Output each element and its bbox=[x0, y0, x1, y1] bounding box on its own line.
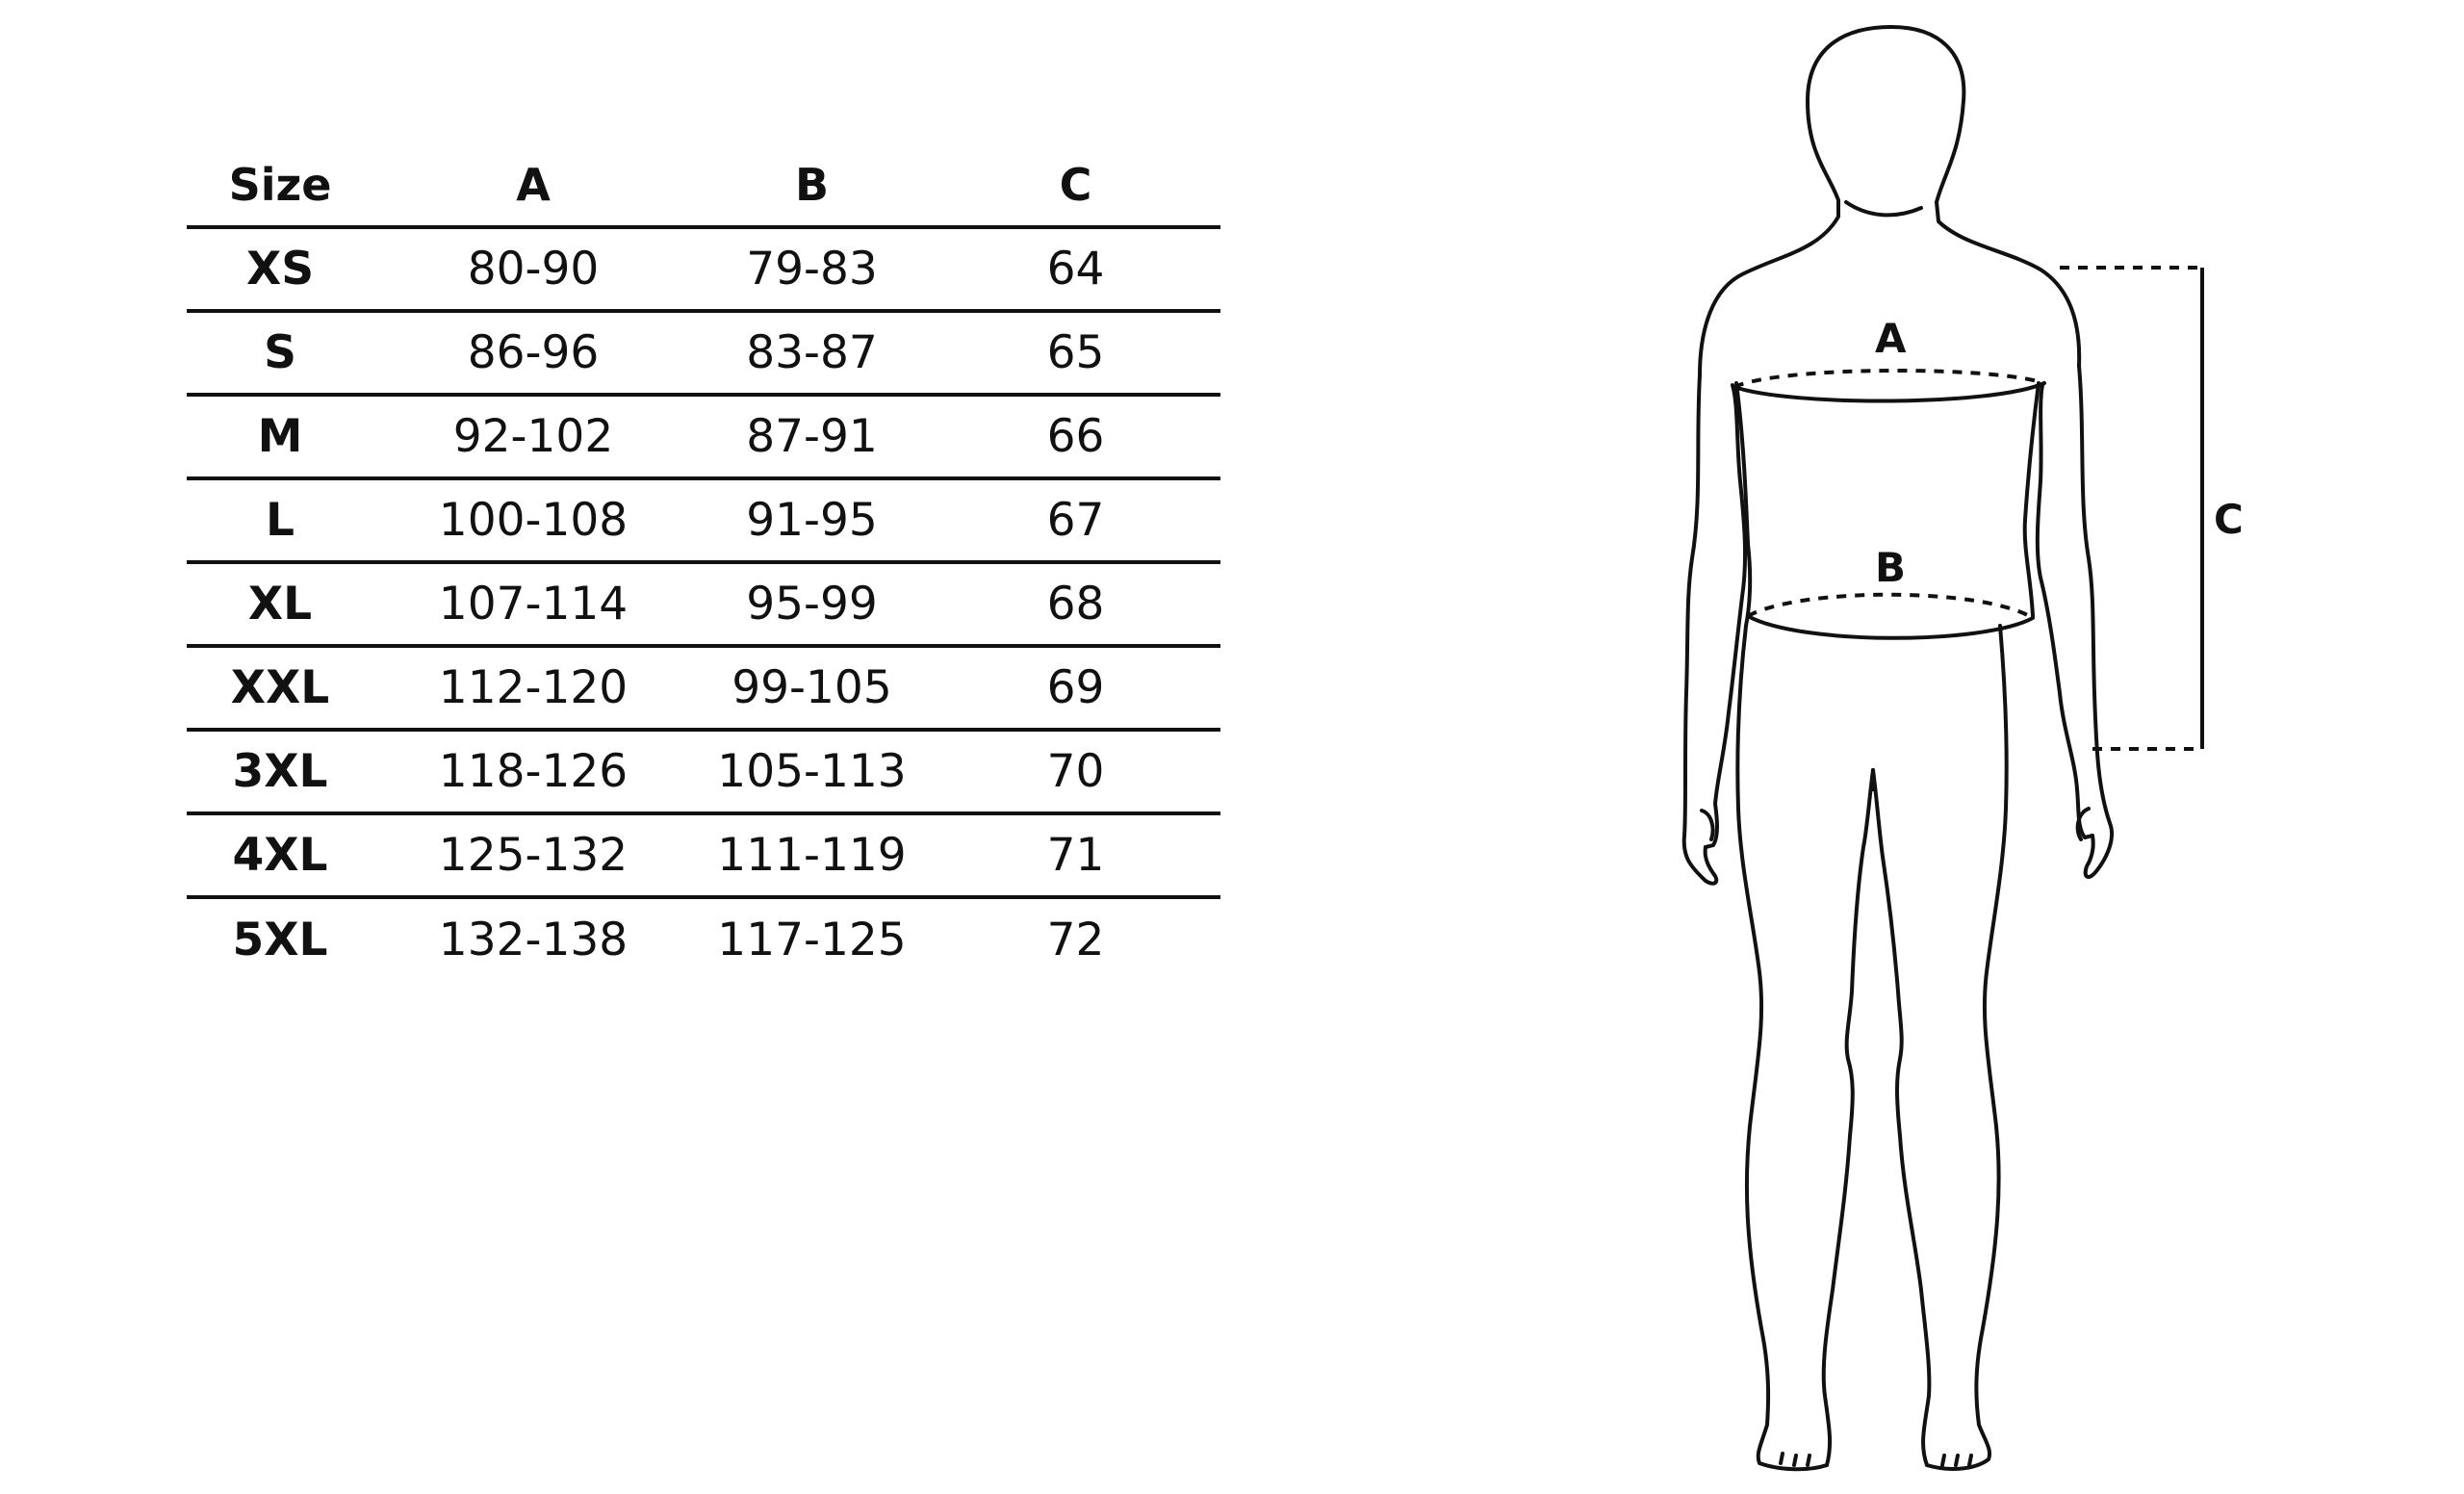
table-row bbox=[187, 813, 1220, 897]
c-cell: 71 bbox=[931, 813, 1220, 897]
size-cell: XL bbox=[187, 562, 373, 646]
size-cell: XS bbox=[187, 227, 373, 311]
right-arm-inner bbox=[2038, 385, 2092, 837]
head-outline bbox=[1808, 27, 1964, 202]
table-row bbox=[187, 897, 1220, 981]
waist-measure-back bbox=[1748, 595, 2033, 618]
right-toes bbox=[1942, 1455, 1971, 1465]
table-row bbox=[187, 311, 1220, 395]
table-row bbox=[187, 562, 1220, 646]
header-a: A bbox=[373, 144, 693, 227]
right-neck-shoulder bbox=[1937, 202, 2079, 366]
b-cell: 99-105 bbox=[693, 646, 931, 730]
right-leg-inner bbox=[1873, 770, 1929, 1465]
c-cell: 70 bbox=[931, 730, 1220, 813]
c-cell: 64 bbox=[931, 227, 1220, 311]
size-cell: 3XL bbox=[187, 730, 373, 813]
body-measurement-figure bbox=[1636, 19, 2329, 1482]
header-size: Size bbox=[187, 144, 373, 227]
header-b: B bbox=[693, 144, 931, 227]
size-chart-table bbox=[187, 144, 1220, 981]
label-c: C bbox=[2214, 496, 2244, 543]
b-cell: 117-125 bbox=[717, 914, 907, 966]
c-cell: 69 bbox=[931, 646, 1220, 730]
chest-measure-front bbox=[1734, 383, 2044, 401]
size-cell: L bbox=[187, 478, 373, 562]
torso-right-side bbox=[2025, 383, 2039, 616]
left-neck-shoulder bbox=[1700, 200, 1838, 375]
c-cell: 65 bbox=[931, 311, 1220, 395]
table-row bbox=[187, 395, 1220, 478]
waist-measure-front bbox=[1748, 616, 2033, 638]
c-cell: 66 bbox=[931, 395, 1220, 478]
table-row bbox=[187, 227, 1220, 311]
right-leg-outer bbox=[1927, 626, 2007, 1469]
label-a: A bbox=[1875, 315, 1907, 362]
right-arm-outer bbox=[2079, 366, 2112, 877]
a-cell: 107-114 bbox=[373, 562, 693, 646]
a-cell: 112-120 bbox=[373, 646, 693, 730]
left-leg-inner bbox=[1824, 770, 1873, 1465]
table-header-row bbox=[187, 144, 1220, 227]
table-row bbox=[187, 478, 1220, 562]
label-b: B bbox=[1875, 544, 1907, 591]
c-cell: 68 bbox=[931, 562, 1220, 646]
chin-outline bbox=[1846, 202, 1921, 215]
c-cell: 72 bbox=[1046, 914, 1105, 966]
size-cell: XXL bbox=[187, 646, 373, 730]
c-cell: 67 bbox=[931, 478, 1220, 562]
b-cell: 79-83 bbox=[693, 227, 931, 311]
size-cell: S bbox=[187, 311, 373, 395]
chest-measure-back bbox=[1734, 371, 2044, 387]
left-toes bbox=[1781, 1454, 1810, 1465]
a-cell: 86-96 bbox=[373, 311, 693, 395]
size-cell: 5XL bbox=[232, 914, 328, 966]
a-cell: 132-138 bbox=[438, 914, 629, 966]
a-cell: 118-126 bbox=[373, 730, 693, 813]
a-cell: 125-132 bbox=[373, 813, 693, 897]
a-cell: 100-108 bbox=[373, 478, 693, 562]
a-cell: 80-90 bbox=[373, 227, 693, 311]
b-cell: 95-99 bbox=[693, 562, 931, 646]
b-cell: 83-87 bbox=[693, 311, 931, 395]
size-cell: 4XL bbox=[187, 813, 373, 897]
b-cell: 87-91 bbox=[693, 395, 931, 478]
table-row bbox=[187, 646, 1220, 730]
a-cell: 92-102 bbox=[373, 395, 693, 478]
table-row bbox=[187, 730, 1220, 813]
b-cell: 91-95 bbox=[693, 478, 931, 562]
left-leg-outer bbox=[1737, 626, 1827, 1469]
b-cell: 105-113 bbox=[693, 730, 931, 813]
left-arm-outer bbox=[1684, 375, 1717, 884]
size-cell: M bbox=[187, 395, 373, 478]
header-c: C bbox=[931, 144, 1220, 227]
b-cell: 111-119 bbox=[693, 813, 931, 897]
left-hand bbox=[1702, 811, 1713, 839]
